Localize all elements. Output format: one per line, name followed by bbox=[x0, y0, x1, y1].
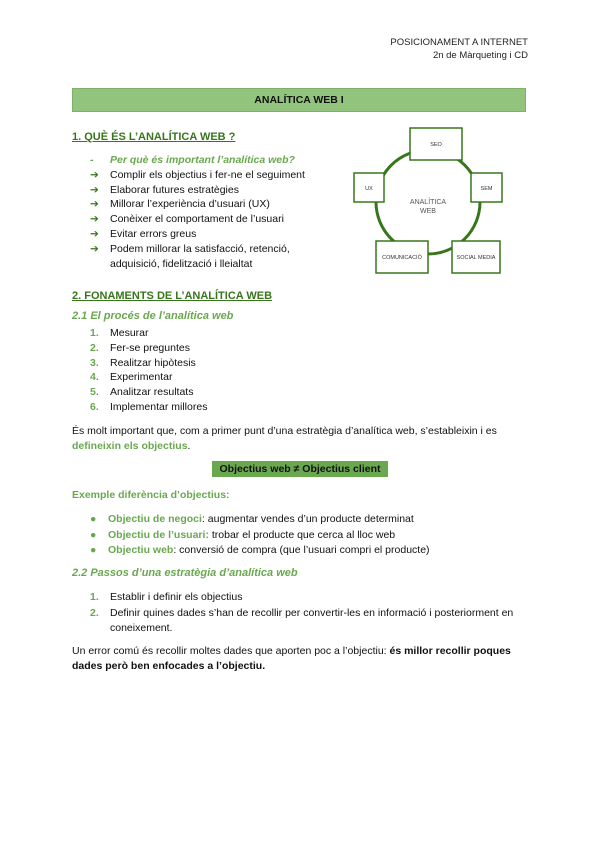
section1-list bbox=[90, 153, 305, 271]
objectives-callout: Objectius web ≠ Objectius client bbox=[212, 461, 388, 477]
svg-text:SOCIAL MEDIA: SOCIAL MEDIA bbox=[456, 255, 496, 261]
bullet-icon: ● bbox=[90, 544, 97, 556]
arrow-icon: ➔ bbox=[90, 227, 99, 240]
page-title: ANALÍTICA WEB I bbox=[72, 88, 526, 112]
bullet-icon: ● bbox=[90, 528, 97, 541]
section1-heading: 1. QUÈ ÉS L’ANALÍTICA WEB ? bbox=[72, 131, 236, 143]
header-program: 2n de Màrqueting i CD bbox=[432, 50, 528, 61]
list-item: ➔ Complir els objectius i fer-ne el seguiment bbox=[90, 168, 305, 181]
section1-subquestion: - Per què és important l’analítica web? bbox=[90, 154, 295, 166]
list-item: ➔ Conèixer el comportament de l’usuari bbox=[90, 213, 284, 226]
svg-text:COMUNICACIÓ: COMUNICACIÓ bbox=[382, 255, 422, 261]
examples-list bbox=[90, 512, 430, 559]
list-item: ➔ Podem millorar la satisfacció, retenció, bbox=[90, 242, 290, 255]
objectives-paragraph: És molt important que, com a primer punt d’una estratègia d’analítica web, s’estableixin i es defineixin els objectius. bbox=[72, 425, 497, 452]
process-steps-list bbox=[90, 326, 207, 415]
diagram-node-social-media bbox=[452, 241, 500, 273]
list-item: ● Objectiu de negoci: augmentar vendes d’un producte determinat bbox=[90, 512, 430, 528]
closing-emphasis: és millor recollir poques dades però ben enfocades a l’objectiu. bbox=[72, 645, 511, 672]
list-item: 2. Fer-se preguntes bbox=[90, 341, 190, 354]
section2-1-heading: 2.1 El procés de l’analítica web bbox=[72, 310, 234, 322]
list-item: 3. Realitzar hipòtesis bbox=[90, 356, 196, 369]
list-item: 1. Mesurar bbox=[90, 327, 149, 339]
diagram-node-comunicacio bbox=[376, 241, 428, 273]
list-item: 4. Experimentar bbox=[90, 371, 173, 384]
list-item: ➔ Elaborar futures estratègies bbox=[90, 183, 239, 196]
list-item: 1. Establir i definir els objectius bbox=[90, 591, 243, 603]
arrow-icon: ➔ bbox=[90, 168, 99, 181]
svg-text:UX: UX bbox=[365, 186, 373, 192]
diagram-center-line1: ANALÍTICA bbox=[409, 199, 447, 206]
diagram-center-line2: WEB bbox=[420, 208, 436, 215]
arrow-icon: ➔ bbox=[90, 198, 99, 211]
list-item: ● Objectiu de l’usuari: trobar el producte que cerca al lloc web bbox=[90, 528, 430, 544]
analytics-cycle-diagram bbox=[352, 124, 504, 276]
document-header bbox=[390, 36, 528, 62]
diagram-node-sem bbox=[471, 173, 502, 202]
diagram-node-seo bbox=[410, 128, 462, 160]
arrow-icon: ➔ bbox=[90, 242, 99, 255]
svg-text:SEM: SEM bbox=[480, 186, 493, 192]
dash-marker: - bbox=[90, 154, 94, 166]
bullet-icon: ● bbox=[90, 513, 97, 525]
diagram-node-ux bbox=[354, 173, 384, 202]
example-heading: Exemple diferència d’objectius: bbox=[72, 489, 230, 501]
objectives-highlight: defineixin els objectius bbox=[72, 440, 188, 452]
list-item: ➔ Millorar l’experiència d’usuari (UX) bbox=[90, 198, 270, 211]
svg-text:SEO: SEO bbox=[430, 142, 442, 148]
arrow-icon: ➔ bbox=[90, 213, 99, 226]
list-item: 2. Definir quines dades s’han de recollir per convertir-les en informació i posteriorment en coneixement. bbox=[90, 607, 514, 634]
header-course: POSICIONAMENT A INTERNET bbox=[390, 37, 528, 48]
list-item: 5. Analitzar resultats bbox=[90, 386, 194, 399]
section2-2-heading: 2.2 Passos d’una estratègia d’analítica web bbox=[72, 567, 298, 579]
arrow-icon: ➔ bbox=[90, 183, 99, 196]
list-item: 6. Implementar millores bbox=[90, 400, 208, 413]
list-item: ● Objectiu web: conversió de compra (que l’usuari compri el producte) bbox=[90, 543, 430, 559]
list-item: ➔ Evitar errors greus bbox=[90, 227, 197, 240]
closing-paragraph: Un error comú és recollir moltes dades que aporten poc a l’objectiu: és millor recollir poques dades però ben enfocades a l’objectiu. bbox=[72, 645, 511, 672]
strategy-steps-list bbox=[90, 590, 530, 637]
list-item-continuation: adquisició, fidelització i lleialtat bbox=[110, 257, 253, 270]
section2-heading: 2. FONAMENTS DE L’ANALÍTICA WEB bbox=[72, 290, 273, 302]
